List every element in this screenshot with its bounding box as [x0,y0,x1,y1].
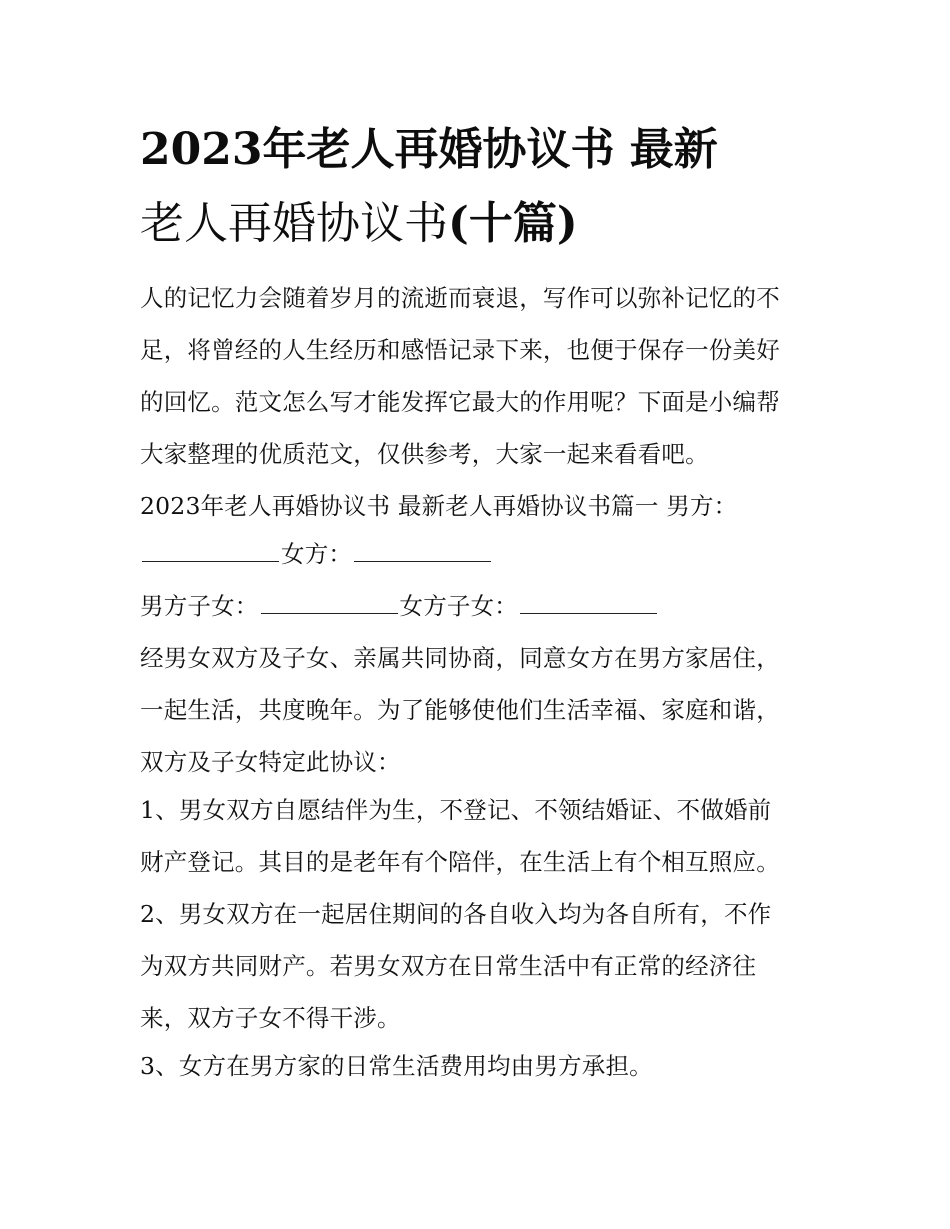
party-line-children [140,580,820,632]
intro-line-1: 人的记忆力会随着岁月的流逝而衰退，写作可以弥补记忆的不 [140,284,780,312]
woman-label: 女方： [281,540,353,568]
document-title-line-2 [140,198,820,249]
man-children-blank [261,595,398,614]
intro-line-4: 大家整理的优质范文，仅供参考，大家一起来看看吧。 [140,440,709,468]
woman-children-label: 女方子女： [399,592,518,620]
clause-2-line-1: 2、男女双方在一起居住期间的各自收入均为各自所有，不作 [140,900,772,928]
clause-1-line-2: 财产登记。其目的是老年有个陪伴，在生活上有个相互照应。 [140,848,780,876]
body-line-2: 一起生活，共度晚年。为了能够使他们生活幸福、家庭和谐， [140,696,780,724]
man-name-blank [142,543,279,562]
document-title-line-1: 2023年老人再婚协议书 最新 [140,124,718,175]
woman-children-blank [520,595,657,614]
man-children-label: 男方子女： [140,592,259,620]
clause-2-line-2: 为双方共同财产。若男女双方在日常生活中有正常的经济往 [140,952,757,980]
title-line-2-suffix: (十篇) [448,198,578,249]
party-line-woman [140,528,820,580]
title-line-2-main: 老人再婚协议书 [140,198,448,249]
intro-line-3: 的回忆。范文怎么写才能发挥它最大的作用呢？下面是小编帮 [140,388,780,416]
clause-2-line-3: 来，双方子女不得干涉。 [140,1004,401,1032]
body-line-1: 经男女双方及子女、亲属共同协商，同意女方在男方家居住， [140,644,780,672]
clause-1-line-1: 1、男女双方自愿结伴为生，不登记、不领结婚证、不做婚前 [140,796,772,824]
intro-line-2: 足，将曾经的人生经历和感悟记录下来，也便于保存一份美好 [140,336,780,364]
woman-name-blank [354,543,491,562]
section-heading: 2023年老人再婚协议书 最新老人再婚协议书篇一 男方： [140,492,738,520]
body-line-3: 双方及子女特定此协议： [140,748,401,776]
clause-3-line-1: 3、女方在男方家的日常生活费用均由男方承担。 [140,1052,653,1080]
